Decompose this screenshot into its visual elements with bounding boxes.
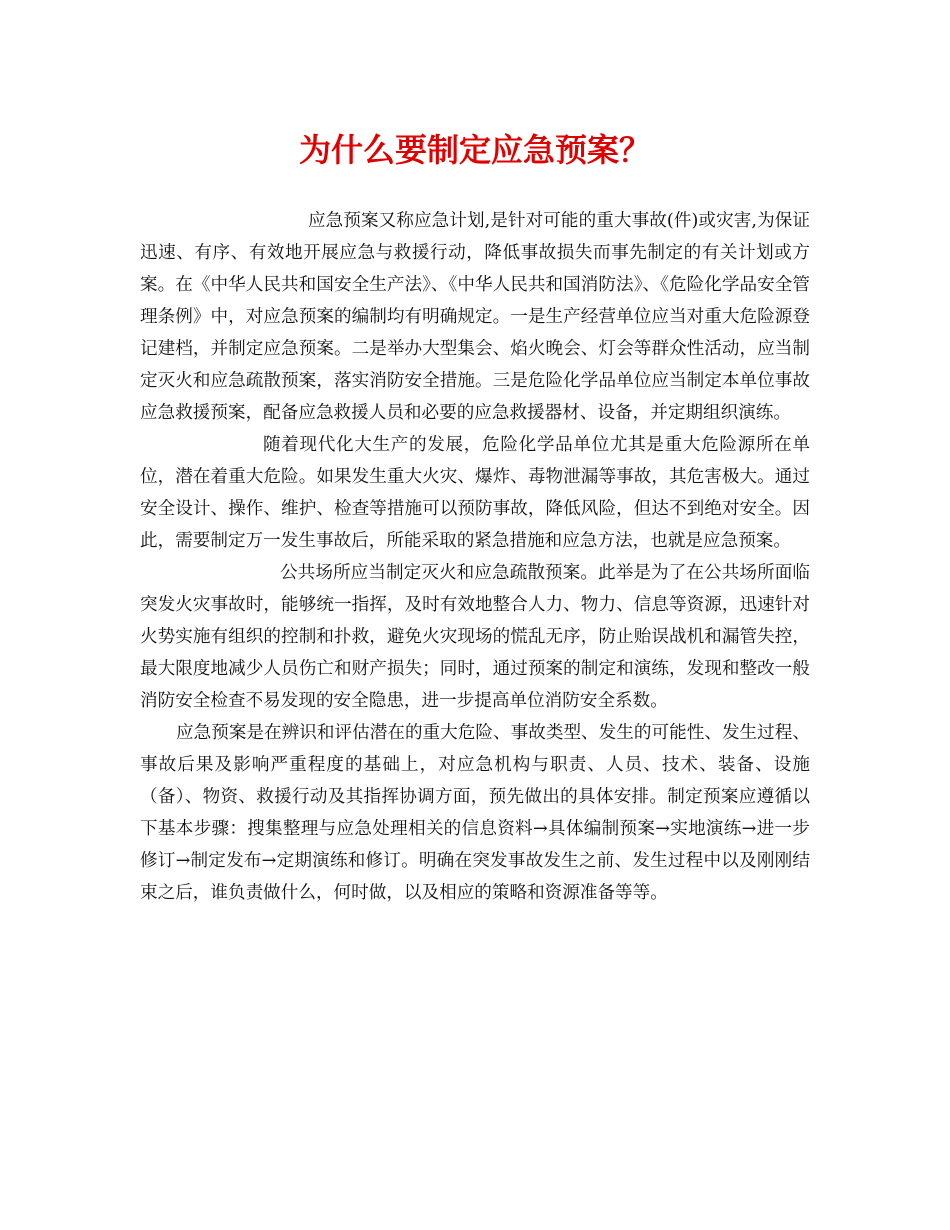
paragraph-3: 公共场所应当制定灭火和应急疏散预案。此举是为了在公共场所面临突发火灾事故时，能够统一指挥，及时有效地整合人力、物力、信息等资源，迅速针对火势实施有组织的控制和扑救，避免火灾现场的慌乱无序，防止贻误战机和漏管失控，最大限度地减少人员伤亡和财产损失；同时，通过预案的制定和演练，发现和整改一般消防安全检查不易发现的安全隐患，进一步提高单位消防安全系数。 (140, 563, 810, 711)
document-body (140, 205, 810, 909)
document-title: 为什么要制定应急预案？ (298, 131, 651, 169)
paragraph-1: 应急预案又称应急计划,是针对可能的重大事故(件)或灾害,为保证迅速、有序、有效地开展应急与救援行动，降低事故损失而事先制定的有关计划或方案。在《中华人民共和国安全生产法》、《中华人民共和国消防法》、《危险化学品安全管理条例》中，对应急预案的编制均有明确规定。一是生产经营单位应当对重大危险源登记建档，并制定应急预案。二是举办大型集会、焰火晚会、灯会等群众性活动，应当制定灭火和应急疏散预案，落实消防安全措施。三是危险化学品单位应当制定本单位事故应急救援预案，配备应急救援人员和必要的应急救援器材、设备，并定期组织演练。 (140, 211, 810, 423)
paragraph-2: 随着现代化大生产的发展，危险化学品单位尤其是重大危险源所在单位，潜在着重大危险。如果发生重大火灾、爆炸、毒物泄漏等事故，其危害极大。通过安全设计、操作、维护、检查等措施可以预防事故，降低风险，但达不到绝对安全。因此，需要制定万一发生事故后，所能采取的紧急措施和应急方法，也就是应急预案。 (140, 435, 810, 551)
paragraph-4: 应急预案是在辨识和评估潜在的重大危险、事故类型、发生的可能性、发生过程、事故后果及影响严重程度的基础上，对应急机构与职责、人员、技术、装备、设施（备）、物资、救援行动及其指挥协调方面，预先做出的具体安排。制定预案应遵循以下基本步骤：搜集整理与应急处理相关的信息资料→具体编制预案→实地演练→进一步修订→制定发布→定期演练和修订。明确在突发事故发生之前、发生过程中以及刚刚结束之后，谁负责做什么，何时做，以及相应的策略和资源准备等等。 (140, 723, 810, 903)
